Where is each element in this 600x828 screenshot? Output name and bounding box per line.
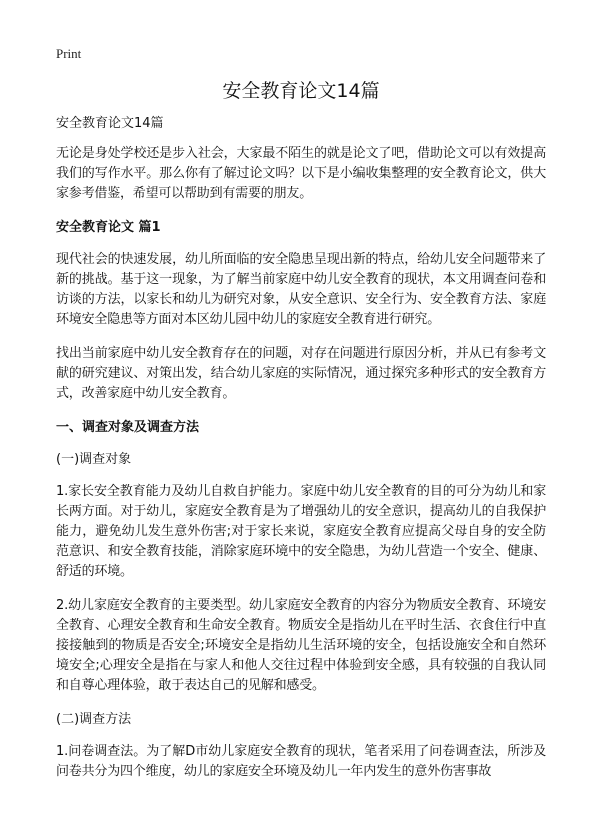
paragraph-5: 1.问卷调查法。为了解D市幼儿家庭安全教育的现状，笔者采用了问卷调查法，所涉及问卷共分为四个维度，幼儿的家庭安全环境及幼儿一年内发生的意外伤害事故 xyxy=(56,744,546,779)
subheading-survey-methods: (二)调查方法 xyxy=(56,712,132,727)
paragraph-1: 现代社会的快速发展，幼儿所面临的安全隐患呈现出新的特点，给幼儿安全问题带来了新的挑战。基于这一现象，为了解当前家庭中幼儿安全教育的现状，本文用调查问卷和访谈的方法，以家长和幼儿为研究对象，从安全意识、安全行为、安全教育方法、家庭环境安全隐患等方面对本区幼儿园中幼儿的家庭安全教育进行研究。 xyxy=(56,252,546,327)
heading-survey: 一、调查对象及调查方法 xyxy=(56,420,200,435)
section-title: 安全教育论文 篇1 xyxy=(56,220,161,235)
paragraph-4: 2.幼儿家庭安全教育的主要类型。幼儿家庭安全教育的内容分为物质安全教育、环境安全教育、心理安全教育和生命安全教育。物质安全是指幼儿在平时生活、衣食住行中直接接触到的物质是否安全;环境安全是指幼儿生活环境的安全，包括设施安全和自然环境安全;心理安全是指在与家人和他人交往过程中体验到安全感，具有较强的自我认同和自尊心理体验，敢于表达自己的见解和感受。 xyxy=(56,598,546,693)
intro-paragraph: 无论是身处学校还是步入社会，大家最不陌生的就是论文了吧，借助论文可以有效提高我们的写作水平。那么你有了解过论文吗？以下是小编收集整理的安全教育论文，供大家参考借鉴，希望可以帮助到有需要的朋友。 xyxy=(56,146,546,201)
document-body xyxy=(56,78,546,796)
document-title: 安全教育论文14篇 xyxy=(222,80,380,102)
document-subtitle: 安全教育论文14篇 xyxy=(56,116,164,131)
paragraph-3: 1.家长安全教育能力及幼儿自救自护能力。家庭中幼儿安全教育的目的可分为幼儿和家长两方面。对于幼儿，家庭安全教育是为了增强幼儿的安全意识，提高幼儿的自我保护能力，避免幼儿发生意外伤害;对于家长来说，家庭安全教育应提高父母自身的安全防范意识、和安全教育技能，消除家庭环境中的安全隐患，为幼儿营造一个安全、健康、舒适的环境。 xyxy=(56,484,546,579)
print-link[interactable]: Print xyxy=(56,46,82,61)
paragraph-2: 找出当前家庭中幼儿安全教育存在的问题，对存在问题进行原因分析，并从已有参考文献的研究建议、对策出发，结合幼儿家庭的实际情况，通过探究多种形式的安全教育方式，改善家庭中幼儿安全教育。 xyxy=(56,346,546,401)
subheading-survey-subjects: (一)调查对象 xyxy=(56,452,132,467)
